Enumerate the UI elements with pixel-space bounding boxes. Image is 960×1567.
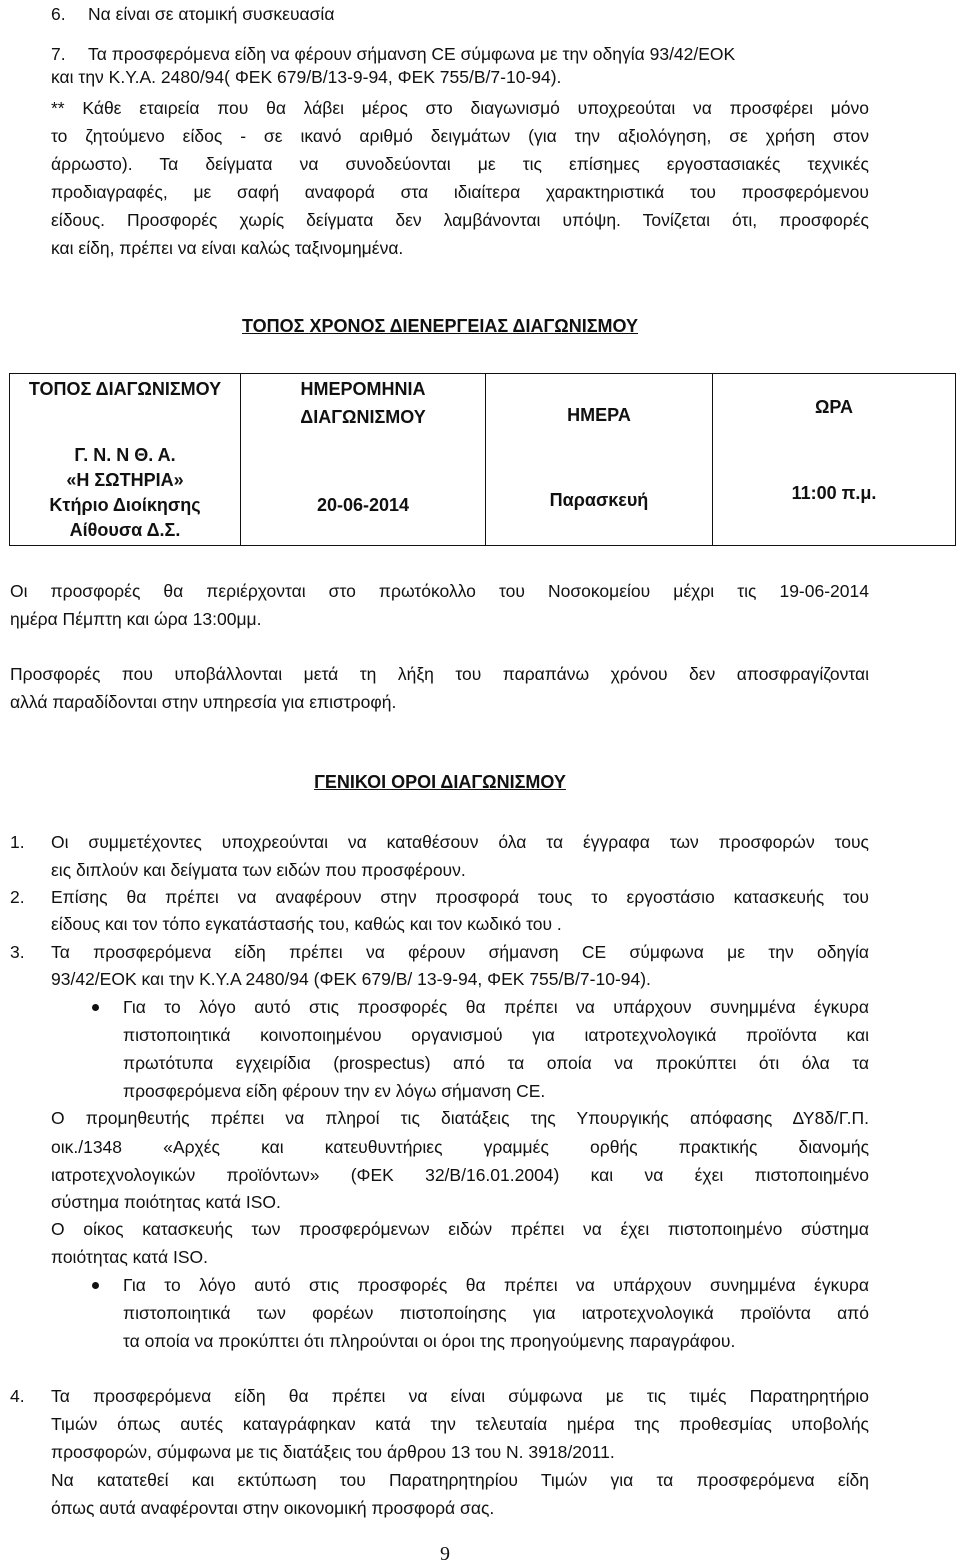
item-text: Να είναι σε ατομική συσκευασία (88, 4, 335, 24)
day-cell (486, 374, 713, 546)
date-value: 20-06-2014 (316, 495, 410, 515)
item-number: 7. (51, 44, 66, 64)
date-header: ΗΜΕΡΟΜΗΝΙΑ (300, 379, 426, 399)
item-text: 93/42/ΕΟΚ και την Κ.Υ.Α 2480/94 (ΦΕΚ 679/Β/ 13-9-94, ΦΕΚ 755/Β/7-10-94). (51, 969, 651, 989)
manufacturer-line: Ο οίκος κατασκευής των προσφερόμενων ειδών πρέπει να έχει πιστοποιημένο σύστημα (51, 1219, 869, 1239)
bullet-icon (92, 1004, 99, 1011)
place-line: Αίθουσα Δ.Σ. (69, 520, 181, 540)
supplier-line: σύστημα ποιότητας κατά ISO. (51, 1192, 281, 1212)
bullet-icon (92, 1282, 99, 1289)
day-header: ΗΜΕΡΑ (567, 405, 631, 425)
general-title: ΓΕΝΙΚΟΙ ΟΡΟΙ ΔΙΑΓΩΝΙΣΜΟΥ (314, 772, 566, 792)
item-text: Επίσης θα πρέπει να αναφέρουν στην προσφορά τους το εργοστάσιο κατασκευής του (51, 887, 869, 907)
day-value: Παρασκευή (549, 490, 649, 510)
item-number: 2. (10, 887, 25, 907)
item-text: και την Κ.Υ.Α. 2480/94( ΦΕΚ 679/Β/13-9-94, ΦΕΚ 755/Β/7-10-94). (51, 67, 562, 87)
bullet-line: πιστοποιητικά κοινοποιημένου οργανισμού για ιατροτεχνολογικά προϊόντα και (123, 1025, 869, 1045)
item-text: Τα προσφερόμενα είδη θα πρέπει να είναι σύμφωνα με τις τιμές Παρατηρητήριο (51, 1386, 869, 1406)
supplier-line: οικ./1348 «Αρχές και κατευθυντήριες γραμμές ορθής πρακτικής διανομής (51, 1137, 869, 1157)
note-line: και είδη, πρέπει να είναι καλώς ταξινομημένα. (51, 238, 404, 258)
place-line: Γ. Ν. Ν Θ. Α. (74, 445, 176, 465)
note-line: είδους. Προσφορές χωρίς δείγματα δεν λαμβάνονται υπόψη. Τονίζεται ότι, προσφορές (51, 210, 869, 230)
bullet-line: πρωτότυπα εγχειρίδια (prospectus) από τα οποία να προκύπτει ότι όλα τα (123, 1053, 869, 1073)
item-text: εις διπλούν και δείγματα των ειδών που προσφέρουν. (51, 860, 466, 880)
note-line: προδιαγραφές, με σαφή αναφορά στα ιδιαίτερα χαρακτηριστικά του προσφερόμενου (51, 182, 869, 202)
deadline-line: Οι προσφορές θα περιέρχονται στο πρωτόκολλο του Νοσοκομείου μέχρι τις 19-06-2014 (10, 581, 869, 601)
place-line: «Η ΣΩΤΗΡΙΑ» (66, 470, 184, 490)
note-line: το ζητούμενο είδος - σε ικανό αριθμό δειγμάτων (για την αξιολόγηση, σε χρήση στον (51, 126, 869, 146)
bullet-line: Για το λόγο αυτό στις προσφορές θα πρέπει να υπάρχουν συνημμένα έγκυρα (123, 997, 869, 1017)
time-header: ΩΡΑ (814, 397, 854, 417)
note-line: ** Κάθε εταιρεία που θα λάβει μέρος στο διαγωνισμό υποχρεούται να προσφέρει μόνο (51, 98, 869, 118)
date-cell (241, 374, 486, 546)
item-text: Τα προσφερόμενα είδη πρέπει να φέρουν σήμανση CE σύμφωνα με την οδηγία (51, 942, 869, 962)
item-number: 1. (10, 832, 25, 852)
bullet-line: πιστοποιητικά των φορέων πιστοποίησης για ιατροτεχνολογικά προϊόντα από (123, 1303, 869, 1323)
item-number: 6. (51, 4, 66, 24)
item-text: Οι συμμετέχοντες υποχρεούνται να καταθέσουν όλα τα έγγραφα των προσφορών τους (51, 832, 869, 852)
bullet-line: προσφερόμενα είδη φέρουν την εν λόγω σήμανση CE. (123, 1081, 546, 1101)
note-line: άρρωστο). Τα δείγματα να συνοδεύονται με τις επίσημες εργοστασιακές τεχνικές (51, 154, 869, 174)
page-number: 9 (440, 1543, 450, 1565)
item-number: 3. (10, 942, 25, 962)
item-text: είδους και τον τόπο εγκατάστασής του, καθώς και τον κωδικό του . (51, 914, 562, 934)
item-text: Τιμών όπως αυτές καταγράφηκαν κατά την τελευταία ημέρα της προθεσμίας υποβολής (51, 1414, 869, 1434)
bullet-line: τα οποία να προκύπτει ότι πληρούνται οι όροι της προηγούμενης παραγράφου. (123, 1331, 736, 1351)
manufacturer-line: ποιότητας κατά ISO. (51, 1247, 208, 1267)
schedule-table (9, 373, 956, 546)
item-text: Τα προσφερόμενα είδη να φέρουν σήμανση CE σύμφωνα με την οδηγία 93/42/ΕΟΚ (88, 44, 736, 64)
time-value: 11:00 π.μ. (791, 483, 877, 503)
deadline-line: ημέρα Πέμπτη και ώρα 13:00μμ. (10, 609, 262, 629)
place-line: Κτήριο Διοίκησης (49, 495, 201, 515)
item-text: προσφορών, σύμφωνα με τις διατάξεις του άρθρου 13 του Ν. 3918/2011. (51, 1442, 615, 1462)
item-number: 4. (10, 1386, 25, 1406)
item-text: όπως αυτά αναφέρονται στην οικονομική προσφορά σας. (51, 1498, 495, 1518)
late-line: αλλά παραδίδονται στην υπηρεσία για επιστροφή. (10, 692, 397, 712)
supplier-line: ιατροτεχνολογικών προϊόντων» (ΦΕΚ 32/Β/16.01.2004) και να έχει πιστοποιημένο (51, 1165, 869, 1185)
date-header: ΔΙΑΓΩΝΙΣΜΟΥ (300, 407, 426, 427)
time-cell (713, 374, 956, 546)
place-header: ΤΟΠΟΣ ΔΙΑΓΩΝΙΣΜΟΥ (28, 379, 222, 399)
place-cell (10, 374, 241, 546)
late-line: Προσφορές που υποβάλλονται μετά τη λήξη του παραπάνω χρόνου δεν αποσφραγίζονται (10, 664, 869, 684)
item-text: Να κατατεθεί και εκτύπωση του Παρατηρητηρίου Τιμών για τα προσφερόμενα είδη (51, 1470, 869, 1490)
supplier-line: Ο προμηθευτής πρέπει να πληροί τις διατάξεις της Υπουργικής απόφασης ΔΥ8δ/Γ.Π. (51, 1108, 869, 1128)
bullet-line: Για το λόγο αυτό στις προσφορές θα πρέπει να υπάρχουν συνημμένα έγκυρα (123, 1275, 869, 1295)
schedule-title: ΤΟΠΟΣ ΧΡΟΝΟΣ ΔΙΕΝΕΡΓΕΙΑΣ ΔΙΑΓΩΝΙΣΜΟΥ (241, 316, 639, 336)
